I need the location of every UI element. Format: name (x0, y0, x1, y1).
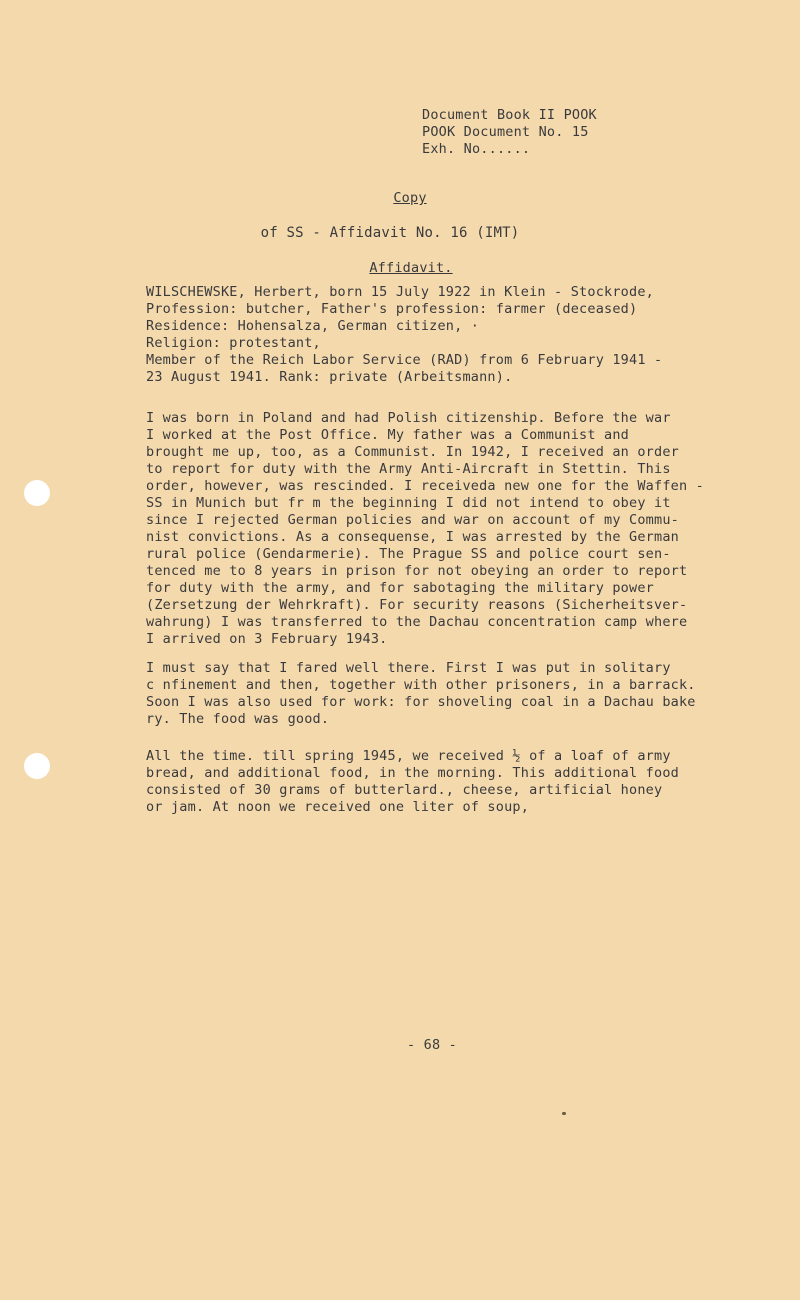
personal-line: WILSCHEWSKE, Herbert, born 15 July 1922 in Klein - Stockrode, (146, 284, 654, 300)
paragraph-food (146, 748, 716, 816)
header-line-1: Document Book II POOK (422, 107, 597, 123)
paragraph-line: c nfinement and then, together with other prisoners, in a barrack. (146, 677, 696, 693)
paragraph-line: consisted of 30 grams of butterlard., cheese, artificial honey (146, 782, 663, 798)
paragraph-line: tenced me to 8 years in prison for not obeying an order to report (146, 563, 688, 579)
page-number: - 68 - (407, 1037, 457, 1053)
punch-hole-top (24, 480, 50, 506)
paragraph-line: since I rejected German policies and war on account of my Commu- (146, 512, 679, 528)
paragraph-line: ry. The food was good. (146, 711, 330, 727)
paragraph-line: wahrung) I was transferred to the Dachau concentration camp where (146, 614, 688, 630)
personal-line: Residence: Hohensalza, German citizen, · (146, 318, 480, 334)
personal-line: 23 August 1941. Rank: private (Arbeitsmann). (146, 369, 513, 385)
paragraph-line: Soon I was also used for work: for shoveling coal in a Dachau bake (146, 694, 696, 710)
paragraph-line: I arrived on 3 February 1943. (146, 631, 388, 647)
punch-hole-bottom (24, 753, 50, 779)
paragraph-line: order, however, was rescinded. I receiveda new one for the Waffen - (146, 478, 704, 494)
header-line-2: POOK Document No. 15 (422, 124, 589, 140)
paragraph-line: or jam. At noon we received one liter of soup, (146, 799, 530, 815)
paragraph-line: brought me up, too, as a Communist. In 1942, I received an order (146, 444, 679, 460)
paragraph-background (146, 410, 716, 648)
paragraph-line: (Zersetzung der Wehrkraft). For security reasons (Sicherheitsver- (146, 597, 688, 613)
personal-details (146, 284, 716, 386)
paragraph-line: to report for duty with the Army Anti-Aircraft in Stettin. This (146, 461, 671, 477)
paragraph-line: I was born in Poland and had Polish citizenship. Before the war (146, 410, 671, 426)
paragraph-line: All the time. till spring 1945, we received ½ of a loaf of army (146, 748, 671, 764)
personal-line: Profession: butcher, Father's profession: farmer (deceased) (146, 301, 638, 317)
paragraph-dachau (146, 660, 716, 728)
affidavit-number: of SS - Affidavit No. 16 (IMT) (260, 225, 520, 241)
paragraph-line: I must say that I fared well there. First I was put in solitary (146, 660, 671, 676)
affidavit-title: Affidavit. (369, 260, 453, 276)
personal-line: Member of the Reich Labor Service (RAD) from 6 February 1941 - (146, 352, 663, 368)
paragraph-line: for duty with the army, and for sabotaging the military power (146, 580, 654, 596)
header-line-3: Exh. No...... (422, 141, 531, 157)
paragraph-line: nist convictions. As a consequense, I was arrested by the German (146, 529, 679, 545)
personal-line: Religion: protestant, (146, 335, 321, 351)
paragraph-line: I worked at the Post Office. My father was a Communist and (146, 427, 630, 443)
paragraph-line: bread, and additional food, in the morning. This additional food (146, 765, 679, 781)
document-reference-header (422, 107, 597, 158)
paragraph-line: rural police (Gendarmerie). The Prague SS and police court sen- (146, 546, 671, 562)
copy-title: Copy (393, 190, 427, 206)
paragraph-line: SS in Munich but fr m the beginning I did not intend to obey it (146, 495, 671, 511)
ink-speck (562, 1112, 566, 1115)
